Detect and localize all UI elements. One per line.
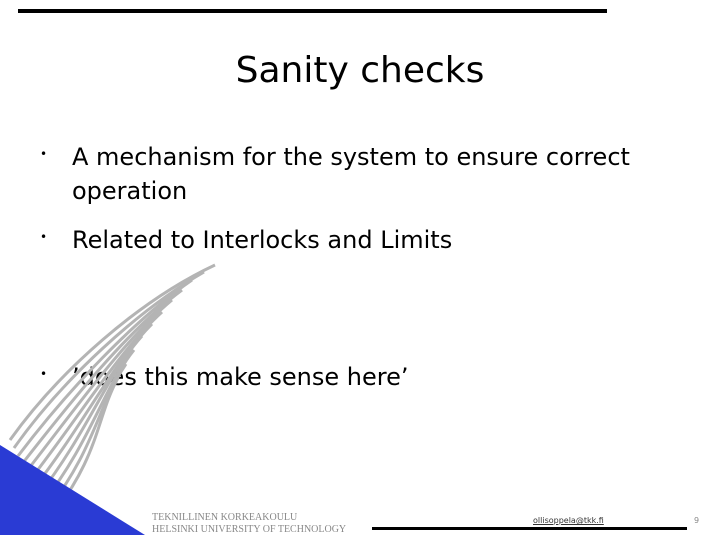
bullet-text: A mechanism for the system to ensure correct operation [72, 143, 630, 205]
bullet-symbol: • [40, 147, 48, 161]
institution-english: HELSINKI UNIVERSITY OF TECHNOLOGY [152, 524, 347, 535]
top-rule [18, 9, 607, 13]
bullet-symbol: • [40, 230, 48, 244]
page-number: 9 [694, 516, 700, 525]
university-logo [0, 260, 250, 540]
bullet-symbol: • [40, 367, 48, 381]
footer-institution [152, 512, 346, 536]
bottom-rule [372, 527, 687, 530]
bullet-text: Related to Interlocks and Limits [72, 226, 453, 254]
institution-finnish: TEKNILLINEN KORKEAKOULU [152, 512, 298, 523]
bullet-text: ’does this make sense here’ [72, 363, 409, 391]
footer-email-link[interactable]: ollisoppela@tkk.fi [533, 516, 604, 525]
slide-title [0, 46, 720, 96]
slide-title-text: Sanity checks [235, 50, 485, 91]
